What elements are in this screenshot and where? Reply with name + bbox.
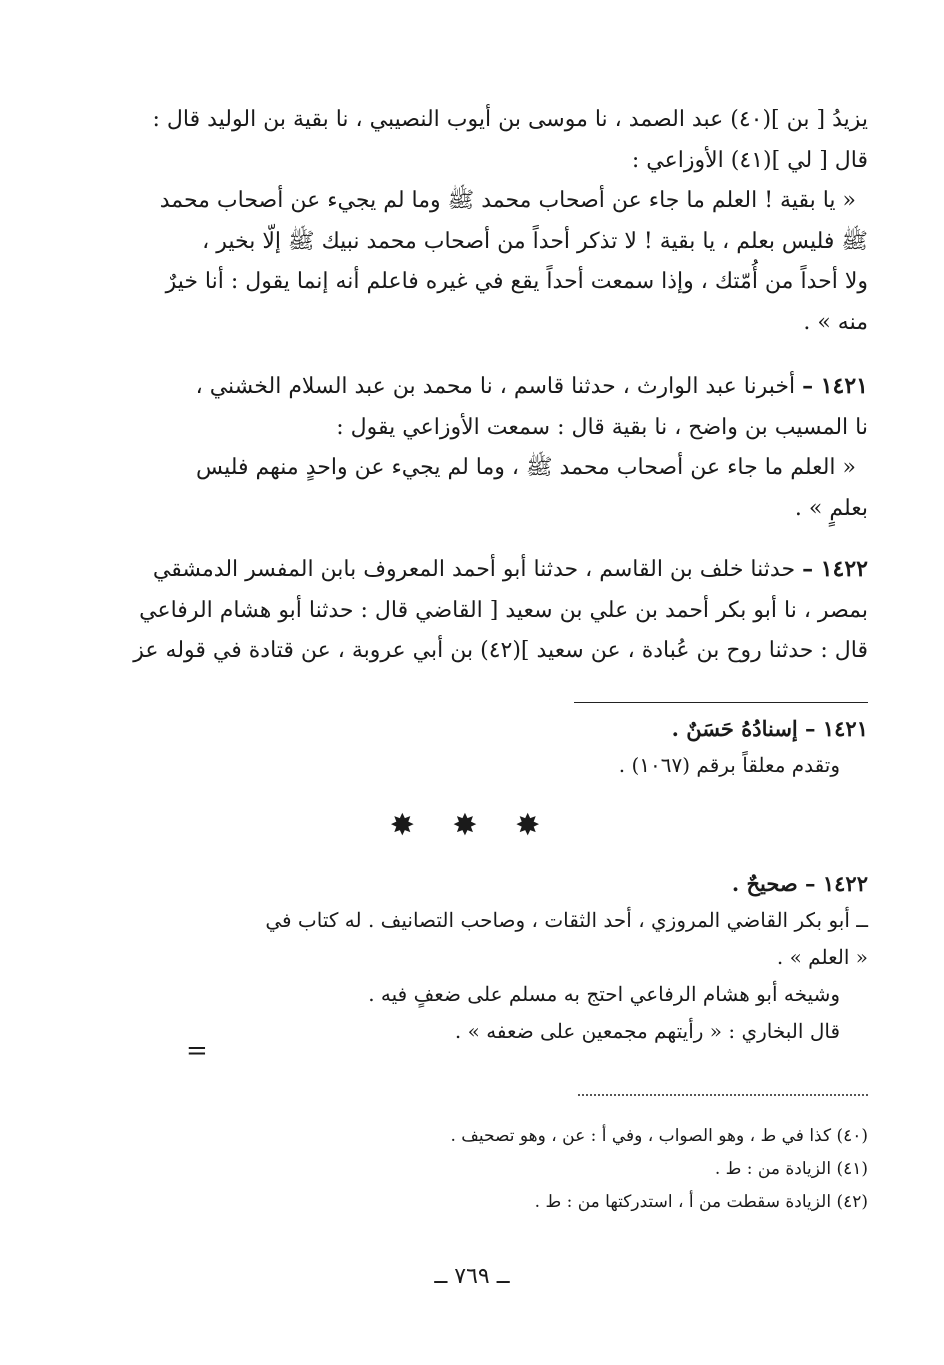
footnote: (٤٢) الزيادة سقطت من أ ، استدركتها من : ط . <box>534 1192 868 1212</box>
hadith-1421 <box>73 366 868 529</box>
hadith-first-line <box>73 549 868 591</box>
footnotes <box>73 1120 868 1219</box>
commentary-1421 <box>73 710 868 784</box>
quote-line: ﷺ فليس بعلم ، يا بقية ! لا تذكر أحداً من أصحاب محمد نبيك ﷺ إلّا بخير ، <box>202 228 868 254</box>
hadith-number: ١٤٢٢ – <box>802 556 868 582</box>
text-line: نا المسيب بن واضح ، نا بقية قال : سمعت الأوزاعي يقول : <box>336 414 868 440</box>
quote-line: منه » . <box>803 309 868 335</box>
text-line: قال [ لي ](٤١) الأوزاعي : <box>631 147 868 173</box>
main-text-continuation <box>73 100 868 343</box>
section-separator: ✸ ✸ ✸ <box>389 808 555 843</box>
text-line: حدثنا خلف بن القاسم ، حدثنا أبو أحمد المعروف بابن المفسر الدمشقي <box>152 557 796 582</box>
quote-line: ولا أحداً من أُمّتك ، وإذا سمعت أحداً يقع في غيره فاعلم أنه إنما يقول : أنا خيرٌ <box>165 269 868 294</box>
text-line: قال : حدثنا روح بن عُبادة ، عن سعيد ](٤٢) بن أبي عروبة ، عن قتادة في قوله عز <box>133 638 868 663</box>
text-line: بمصر ، نا أبو بكر أحمد بن علي بن سعيد [ القاضي قال : حدثنا أبو هشام الرفاعي <box>139 597 868 623</box>
commentary-line: ــ أبو بكر القاضي المروزي ، أحد الثقات ، وصاحب التصانيف . له كتاب في <box>265 908 868 932</box>
page-number: ــ ٧٦٩ ــ <box>434 1264 510 1289</box>
commentary-heading: ١٤٢٢ – صحيحٌ . <box>731 871 868 896</box>
hadith-number: ١٤٢١ – <box>802 373 868 399</box>
commentary-line: وشيخه أبو هشام الرفاعي احتج به مسلم على ضعفٍ فيه . <box>368 982 840 1006</box>
commentary-line: قال البخاري : « رأيتهم مجمعين على ضعفه » . <box>454 1019 840 1043</box>
continuation-mark: = <box>186 1036 208 1066</box>
hadith-first-line <box>73 366 868 408</box>
footnote-rule <box>574 702 868 703</box>
commentary-1422 <box>73 865 868 1050</box>
hadith-1422 <box>73 549 868 672</box>
footnote-dotted-rule <box>578 1094 868 1096</box>
quote-line: « يا بقية ! العلم ما جاء عن أصحاب محمد ﷺ وما لم يجيء عن أصحاب محمد <box>159 188 856 213</box>
text-line: يزيدُ [ بن ](٤٠) عبد الصمد ، نا موسى بن أيوب النصيبي ، نا بقية بن الوليد قال : <box>152 107 868 132</box>
commentary-line: « العلم » . <box>776 945 868 969</box>
footnote: (٤١) الزيادة من : ط . <box>714 1159 868 1179</box>
footnote: (٤٠) كذا في ط ، وهو الصواب ، وفي أ : عن ، وهو تصحيف . <box>450 1126 868 1146</box>
quote-line: بعلمٍ » . <box>794 495 868 521</box>
commentary-heading: ١٤٢١ – إسنادُهُ حَسَنٌ . <box>671 716 868 741</box>
commentary-line: وتقدم معلقاً برقم (١٠٦٧) . <box>618 753 840 777</box>
quote-line: « العلم ما جاء عن أصحاب محمد ﷺ ، وما لم يجيء عن واحدٍ منهم فليس <box>196 455 856 480</box>
text-line: أخبرنا عبد الوارث ، حدثنا قاسم ، نا محمد بن عبد السلام الخشني ، <box>195 374 796 399</box>
